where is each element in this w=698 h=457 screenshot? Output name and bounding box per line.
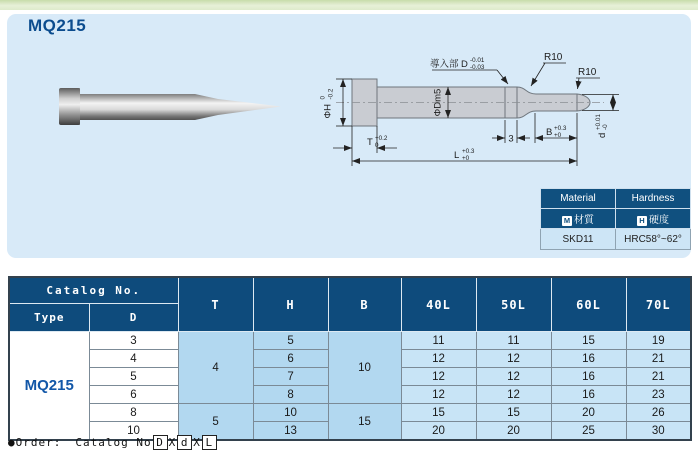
l-lower: +0 [462,155,470,162]
material-cn-header [541,209,616,229]
d-base: d [597,132,608,138]
lead-in-base: D [461,59,468,70]
photo-shaft [80,94,195,120]
l-upper: +0.3 [462,148,475,155]
table-row [9,332,691,350]
r10-label-2: R10 [578,67,597,78]
order-box-D: D [153,435,168,450]
b-group-cell: 10 [328,332,401,404]
photo-head-bevel [75,88,80,125]
l70-cell: 19 [626,332,691,350]
l70-cell: 21 [626,350,691,368]
d-cell: 6 [89,386,178,404]
h-cell: 6 [253,350,328,368]
material-value: SKD11 [541,229,616,250]
d-cell: 10 [89,422,178,441]
material-icon: M [563,216,571,225]
material-header: Material [541,189,616,209]
d-cell: 5 [89,368,178,386]
lead-in-label [430,57,485,71]
lead-in-text: 導入部 [430,59,459,70]
table-row [9,404,691,422]
three-dim-label: 3 [508,133,514,145]
r10-label-1: R10 [544,52,563,63]
catalog-no-header: Catalog No. [9,277,178,304]
l40-cell: 12 [401,350,476,368]
t-lower: 0 [375,142,379,149]
l70-cell: 26 [626,404,691,422]
phi-dm5-text: ΦDm5 [432,88,444,117]
hardness-value: HRC58°~62° [616,229,691,250]
d-cell: 4 [89,350,178,368]
b-base: B [546,127,553,138]
lead-in-lower: -0.03 [470,64,485,71]
h-cell: 5 [253,332,328,350]
type-value-cell: MQ215 [9,332,89,441]
d-upper: +0.01 [595,114,602,130]
b-column-header: B [328,277,401,332]
product-photo [59,88,281,125]
d-cell: 3 [89,332,178,350]
l40-cell: 20 [401,422,476,441]
l40-column-header: 40L [401,277,476,332]
phi-h-label [320,88,335,118]
b-dim-label [546,125,567,139]
h-cell: 7 [253,368,328,386]
d-column-header: D [89,304,178,332]
l50-cell: 20 [476,422,551,441]
l50-cell: 12 [476,386,551,404]
h-cell: 10 [253,404,328,422]
material-cn-text: 材質 [574,215,594,226]
l60-cell: 20 [551,404,626,422]
l70-cell: 21 [626,368,691,386]
l70-cell: 23 [626,386,691,404]
b-group-cell: 15 [328,404,401,441]
phi-h-lower: -0.2 [327,88,335,100]
l70-cell: 30 [626,422,691,441]
catalog-table [8,276,692,441]
d-dim-label [595,114,609,138]
hardness-cn-header [616,209,691,229]
phi-dm5-label [433,89,444,117]
l-base: L [454,150,460,161]
order-box-d: d [177,435,192,450]
order-sep-2: X [193,436,201,449]
page-title: MQ215 [28,16,87,35]
l-dim-label [454,148,475,162]
t-base: T [367,137,373,148]
l40-cell: 12 [401,368,476,386]
phi-h-upper: 0 [319,95,327,100]
photo-tip [195,94,281,120]
l60-cell: 16 [551,350,626,368]
l40-cell: 12 [401,386,476,404]
b-upper: +0.3 [554,125,567,132]
d-cell: 8 [89,404,178,422]
order-line [8,435,218,450]
order-sep-1: X [168,436,177,449]
t-column-header: T [178,277,253,332]
lead-in-upper: -0.01 [470,57,485,64]
l50-cell: 12 [476,368,551,386]
l60-column-header: 60L [551,277,626,332]
t-group-cell: 4 [178,332,253,404]
l50-cell: 15 [476,404,551,422]
type-column-header: Type [9,304,89,332]
material-hardness-table [540,188,691,250]
b-lower: +0 [554,132,562,139]
hardness-icon: H [637,216,647,226]
l40-cell: 15 [401,404,476,422]
order-catalog-label: Catalog No [75,436,152,449]
order-label: Order: [15,436,62,449]
order-box-L: L [202,435,217,450]
hardness-cn-text: 硬度 [649,215,669,226]
d-lower: -0 [602,124,609,130]
h-cell: 8 [253,386,328,404]
l40-cell: 11 [401,332,476,350]
l50-cell: 12 [476,350,551,368]
t-dim-label [367,135,388,149]
l50-cell: 11 [476,332,551,350]
l70-column-header: 70L [626,277,691,332]
t-group-cell: 5 [178,404,253,441]
phi-h-base: ΦH [322,104,334,119]
hardness-header: Hardness [616,189,691,209]
l60-cell: 16 [551,368,626,386]
l60-cell: 16 [551,386,626,404]
t-upper: +0.2 [375,135,388,142]
l60-cell: 15 [551,332,626,350]
l60-cell: 25 [551,422,626,441]
h-column-header: H [253,277,328,332]
order-bullet-icon: ● [8,436,16,449]
l50-column-header: 50L [476,277,551,332]
h-cell: 13 [253,422,328,441]
header-row-1 [9,277,691,304]
